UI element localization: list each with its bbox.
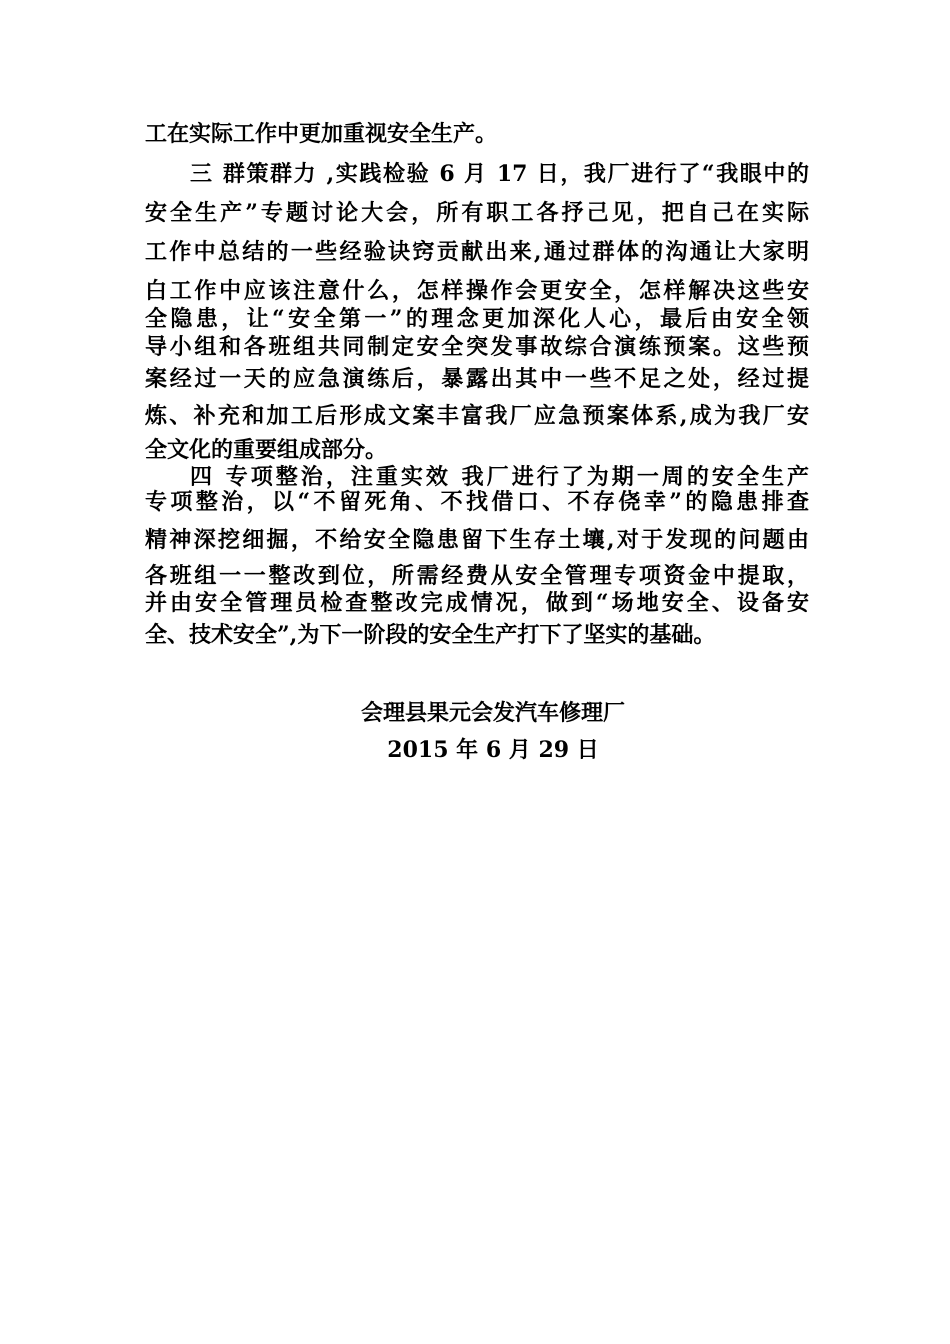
paragraph-line: 三 群策群力 ,实践检验 6 月 17 日，我厂进行了“我眼中的 <box>190 161 809 187</box>
paragraph-line: 精神深挖细掘，不给安全隐患留下生存土壤,对于发现的问题由 <box>145 527 809 553</box>
signature-organization: 会理县果元会发汽车修理厂 <box>360 700 625 726</box>
paragraph-line: 工在实际工作中更加重视安全生产。 <box>145 121 498 147</box>
paragraph-line: 各班组一一整改到位，所需经费从安全管理专项资金中提取， <box>145 563 809 589</box>
paragraph-line: 导小组和各班组共同制定安全突发事故综合演练预案。这些预 <box>145 334 809 360</box>
paragraph-line: 工作中总结的一些经验诀窍贡献出来,通过群体的沟通让大家明 <box>145 239 809 265</box>
paragraph-line: 全文化的重要组成部分。 <box>145 437 388 463</box>
paragraph-line: 四 专项整治，注重实效 我厂进行了为期一周的安全生产 <box>190 464 809 490</box>
paragraph-line: 专项整治，以“不留死角、不找借口、不存侥幸”的隐患排查 <box>145 489 809 515</box>
paragraph-line: 案经过一天的应急演练后，暴露出其中一些不足之处，经过提 <box>145 366 809 392</box>
paragraph-line: 全隐患，让“安全第一”的理念更加深化人心，最后由安全领 <box>145 306 809 332</box>
paragraph-line: 并由安全管理员检查整改完成情况，做到“场地安全、设备安 <box>145 590 809 616</box>
paragraph-line: 白工作中应该注意什么，怎样操作会更安全，怎样解决这些安 <box>145 278 809 304</box>
paragraph-line: 全、技术安全”,为下一阶段的安全生产打下了坚实的基础。 <box>145 622 716 648</box>
paragraph-line: 炼、补充和加工后形成文案丰富我厂应急预案体系,成为我厂安 <box>145 403 809 429</box>
paragraph-line: 安全生产”专题讨论大会，所有职工各抒己见，把自己在实际 <box>145 200 809 226</box>
signature-date: 2015 年 6 月 29 日 <box>387 737 599 763</box>
